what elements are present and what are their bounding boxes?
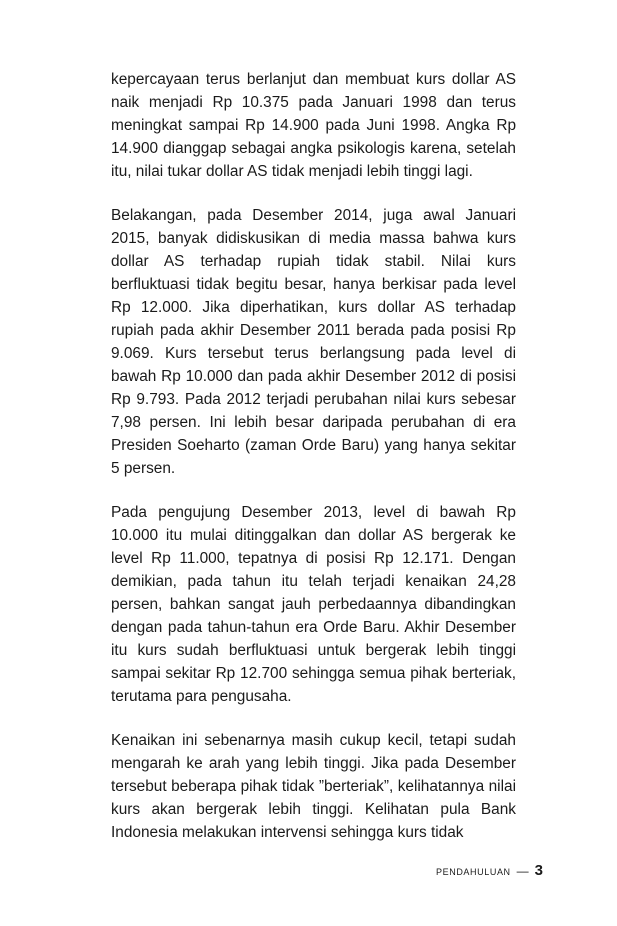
paragraph: Kenaikan ini sebenarnya masih cukup kecil, tetapi sudah mengarah ke arah yang lebih tinggi. Jika pada Desember tersebut beberapa pihak tidak ”berteriak”, kelihatannya nilai kurs akan bergerak lebih tinggi. Kelihatan pula Bank Indonesia melakukan intervensi sehingga kurs tidak	[111, 732, 516, 841]
running-head: PENDAHULUAN	[436, 867, 511, 877]
paragraph: kepercayaan terus berlanjut dan membuat kurs dollar AS naik menjadi Rp 10.375 pada Januari 1998 dan terus meningkat sampai Rp 14.900 pada Juni 1998. Angka Rp 14.900 dianggap sebagai angka psikologis karena, setelah itu, nilai tukar dollar AS tidak menjadi lebih tinggi lagi.	[111, 71, 516, 180]
page-number: 3	[534, 862, 543, 879]
page-body	[111, 68, 516, 844]
footer-separator: —	[516, 864, 529, 878]
paragraph: Pada pengujung Desember 2013, level di bawah Rp 10.000 itu mulai ditinggalkan dan dollar AS bergerak ke level Rp 11.000, tepatnya di posisi Rp 12.171. Dengan demikian, pada tahun itu telah terjadi kenaikan 24,28 persen, bahkan sangat jauh perbedaannya dibandingkan dengan pada tahun-tahun era Orde Baru. Akhir Desember itu kurs sudah berfluktuasi untuk bergerak lebih tinggi sampai sekitar Rp 12.700 sehingga semua pihak berteriak, terutama para pengusaha.	[111, 504, 516, 705]
page-footer	[436, 862, 543, 879]
paragraph: Belakangan, pada Desember 2014, juga awal Januari 2015, banyak didiskusikan di media massa bahwa kurs dollar AS terhadap rupiah tidak stabil. Nilai kurs berfluktuasi tidak begitu besar, hanya berkisar pada level Rp 12.000. Jika diperhatikan, kurs dollar AS terhadap rupiah pada akhir Desember 2011 berada pada posisi Rp 9.069. Kurs tersebut terus berlangsung pada level di bawah Rp 10.000 dan pada akhir Desember 2012 di posisi Rp 9.793. Pada 2012 terjadi perubahan nilai kurs sebesar 7,98 persen. Ini lebih besar daripada perubahan di era Presiden Soeharto (zaman Orde Baru) yang hanya sekitar 5 persen.	[111, 207, 516, 477]
